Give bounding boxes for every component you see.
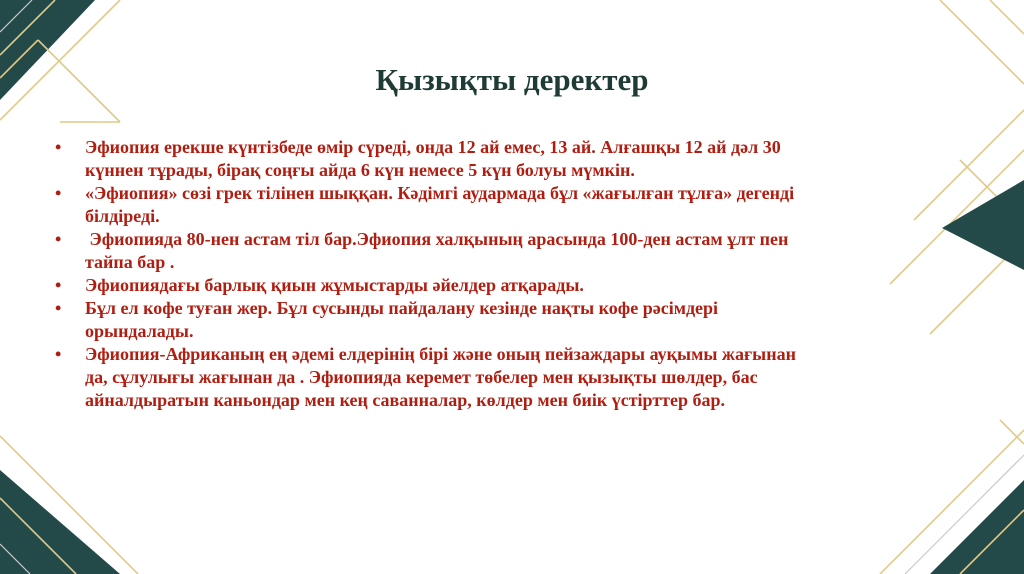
bullet-text: Эфиопия ерекше күнтізбеде өмір сүреді, онда 12 ай емес, 13 ай. Алғашқы 12 ай дәл 30 күннен тұрады, бірақ соңғы айда 6 күн немесе 5 күн болуы мүмкін. [85, 137, 781, 180]
right-teal-shape [942, 180, 1024, 270]
bullet-dot: • [55, 298, 62, 318]
bullet-text: Эфиопияда 80-нен астам тіл бар.Эфиопия халқының арасында 100-ден астам ұлт пен тайпа бар . [85, 229, 793, 272]
bullet-text: Бұл ел кофе туған жер. Бұл сусынды пайдалану кезінде нақты кофе рәсімдері орындалады. [85, 298, 719, 341]
bullet-item [55, 136, 815, 182]
bullet-item [55, 182, 815, 228]
bullet-item [55, 297, 815, 343]
bullet-text: Эфиопия-Африканың ең әдемі елдерінің бірі және оның пейзаждары ауқымы жағынан да, сұлулығы жағынан да . Эфиопияда керемет төбелер мен қызықты шөлдер, бас айналдыратын каньондар мен кең саванналар, көлдер мен биік үстірттер бар. [85, 344, 796, 410]
bullet-dot: • [55, 275, 62, 295]
bullet-text: «Эфиопия» сөзі грек тілінен шыққан. Кәдімгі аудармада бұл «жағылған тұлға» дегенді білдіреді. [85, 183, 795, 226]
bullet-dot: • [55, 183, 62, 203]
bullet-text: Эфиопиядағы барлық қиын жұмыстарды әйелдер атқарады. [85, 275, 584, 295]
bullet-dot: • [55, 344, 62, 364]
bullet-item [55, 228, 815, 274]
bullet-dot: • [55, 137, 62, 157]
bullet-item [55, 274, 815, 297]
bottom-right-teal-shape [930, 480, 1024, 574]
bullet-dot: • [55, 229, 62, 249]
top-right-gold-lines [890, 0, 1024, 334]
bullet-item [55, 343, 815, 412]
bullet-list [55, 136, 815, 412]
slide-title: Қызықты деректер [375, 62, 649, 97]
